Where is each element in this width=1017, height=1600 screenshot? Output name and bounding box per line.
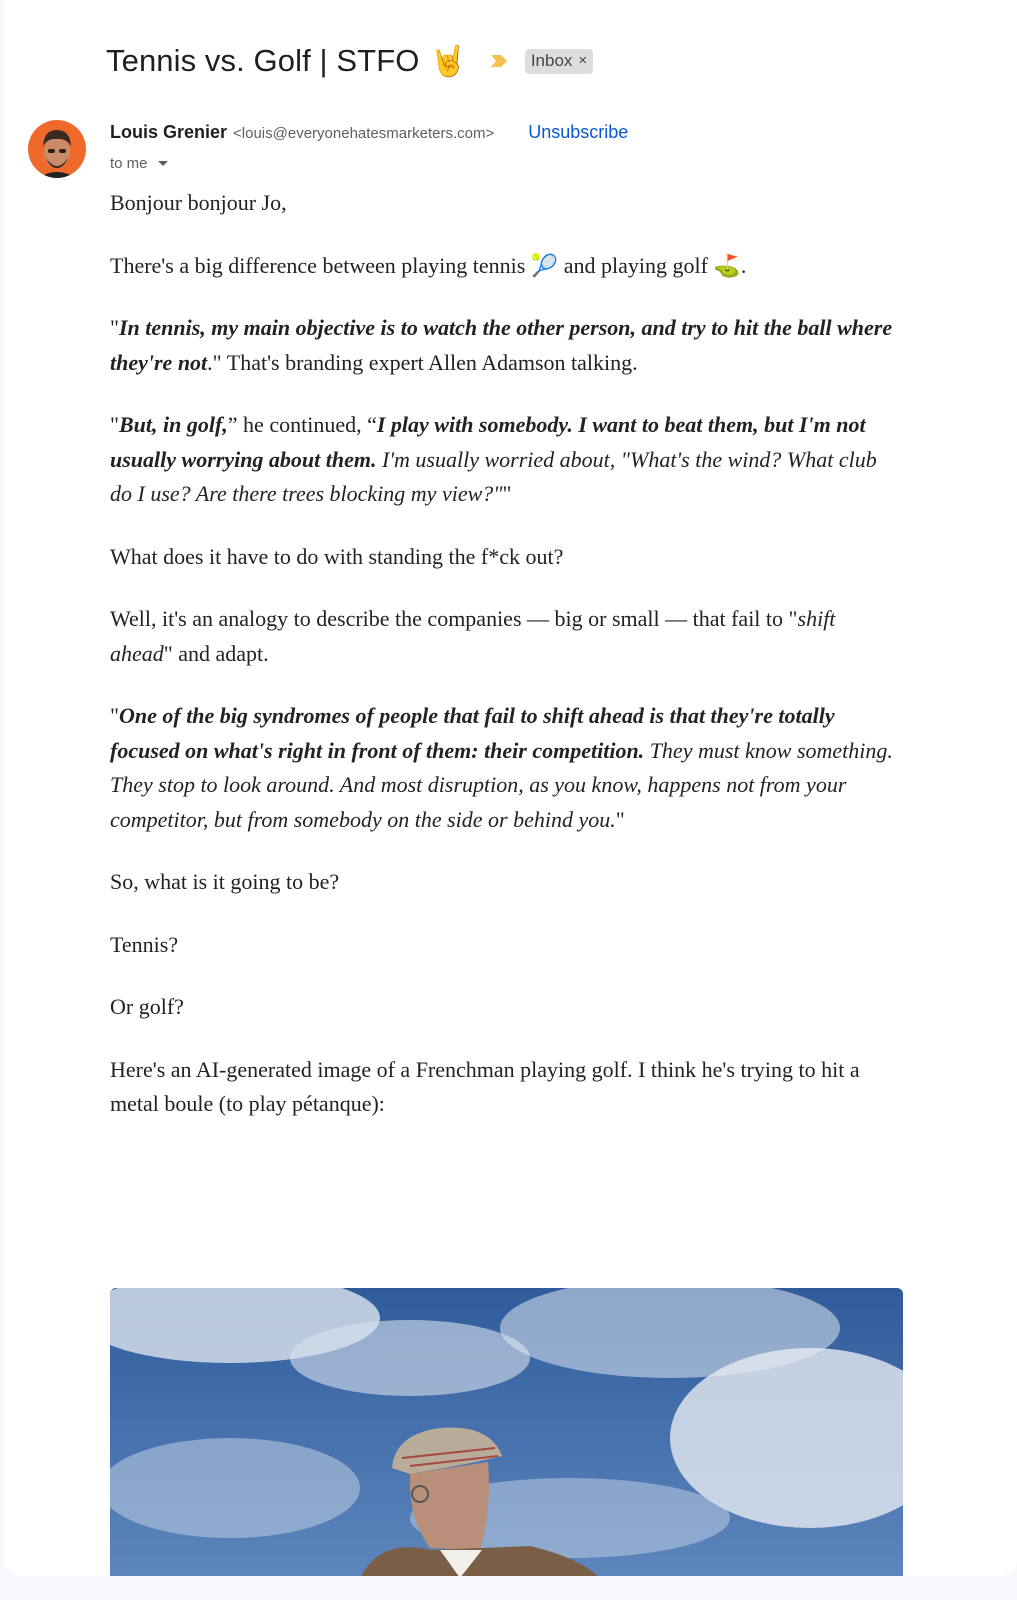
email-view	[4, 0, 1017, 1576]
rock-hand-emoji: 🤘	[429, 44, 467, 78]
subject-row	[106, 36, 593, 86]
recipient-details-toggle[interactable]	[110, 152, 168, 174]
unsubscribe-link[interactable]: Unsubscribe	[528, 122, 629, 142]
inbox-label-chip[interactable]	[525, 49, 593, 74]
important-marker-icon[interactable]	[489, 53, 509, 69]
golf-flag-emoji: ⛳	[713, 252, 741, 278]
quote-paragraph: "In tennis, my main objective is to watch the other person, and try to hit the ball where they're not." That's branding expert Allen Adamson talking.	[110, 315, 893, 375]
body-paragraph: There's a big difference between playing tennis 🎾 and playing golf ⛳.	[110, 252, 747, 278]
email-body	[110, 186, 900, 1150]
chevron-down-icon[interactable]	[158, 161, 168, 166]
body-paragraph: Here's an AI-generated image of a Frenchman playing golf. I think he's trying to hit a metal boule (to play pétanque):	[110, 1056, 860, 1116]
inbox-label-text: Inbox	[530, 50, 573, 70]
body-paragraph: Well, it's an analogy to describe the companies — big or small — that fail to "shift ahead" and adapt.	[110, 606, 836, 666]
greeting: Bonjour bonjour Jo,	[110, 190, 287, 215]
sender-email: <louis@everyonehatesmarketers.com>	[233, 125, 495, 142]
recipient-text: to me	[110, 154, 148, 172]
email-subject: Tennis vs. Golf | STFO	[106, 43, 420, 78]
body-paragraph: What does it have to do with standing the f*ck out?	[110, 543, 564, 569]
body-paragraph: Or golf?	[110, 994, 184, 1019]
quote-paragraph: "One of the big syndromes of people that fail to shift ahead is that they're totally focused on what's right in front of them: their competition. They must know something. They stop to look around. And most disruption, as you know, happens not from your competitor, but from somebody on the side or behind you."	[110, 703, 893, 832]
sender-name[interactable]: Louis Grenier	[110, 122, 228, 142]
remove-label-icon[interactable]: ×	[578, 52, 588, 69]
body-paragraph: So, what is it going to be?	[110, 869, 340, 894]
sender-avatar[interactable]	[28, 120, 86, 178]
quote-paragraph: "But, in golf,” he continued, “I play with somebody. I want to beat them, but I'm not usually worrying about them. I'm usually worried about, "What's the wind? What club do I use? Are there trees blocking my view?""	[110, 412, 877, 506]
sender-row	[110, 122, 628, 150]
body-paragraph: Tennis?	[110, 931, 179, 957]
tennis-emoji: 🎾	[530, 252, 559, 278]
golfer-photo[interactable]	[110, 1288, 903, 1576]
